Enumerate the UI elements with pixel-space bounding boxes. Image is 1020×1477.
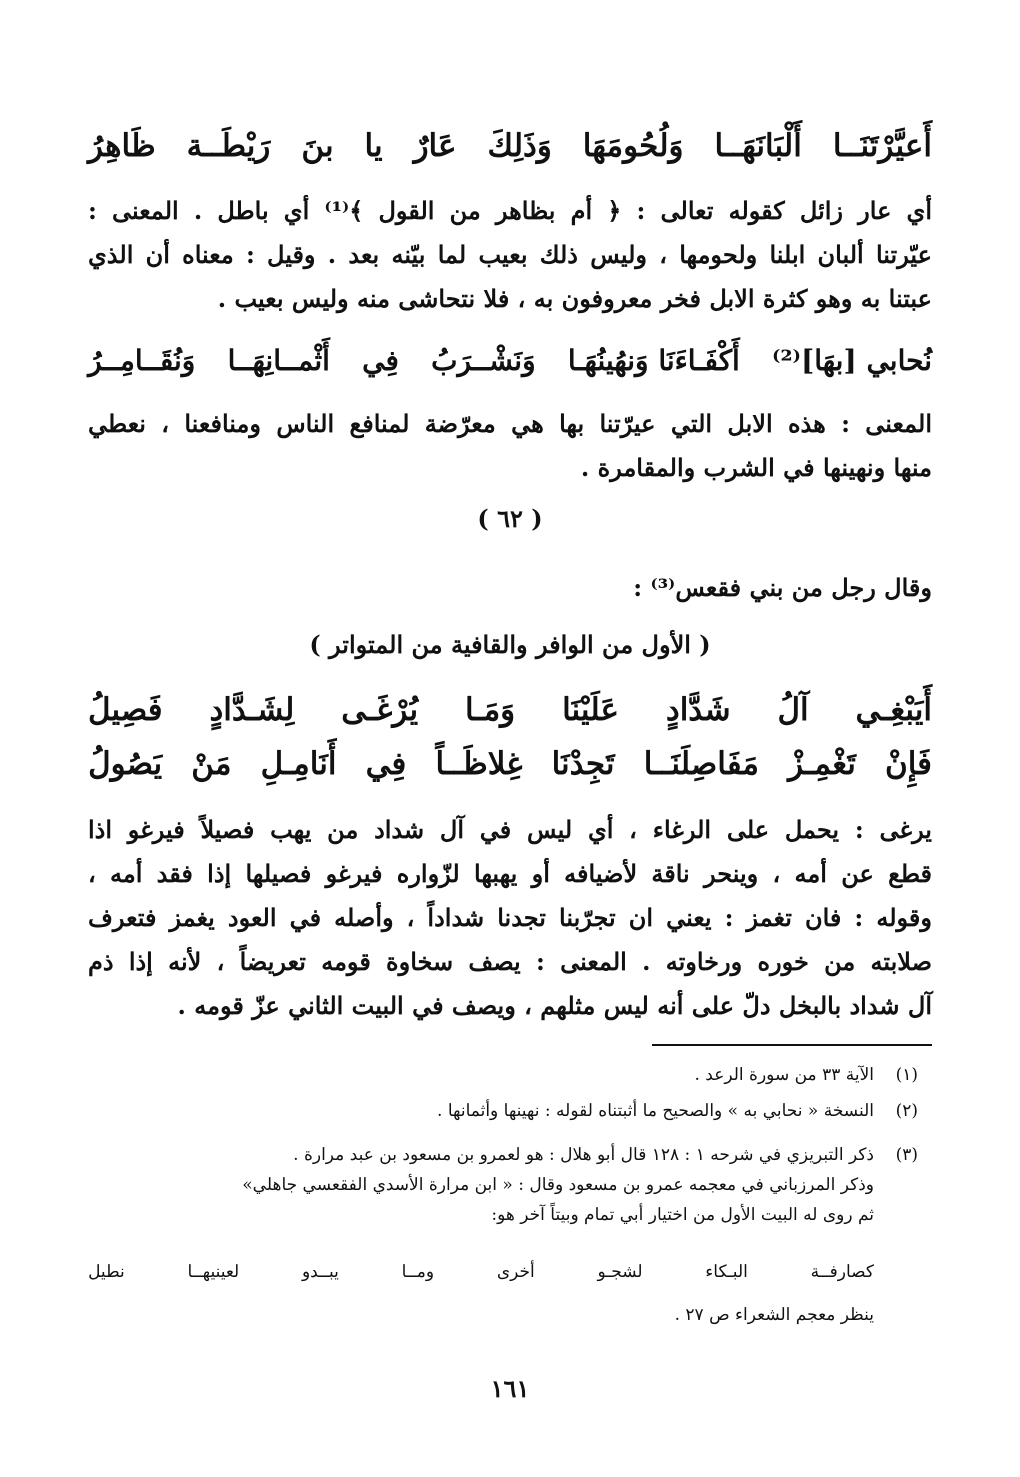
verse-word: عَارٌ	[413, 128, 457, 164]
verse-word: شَدَّادٍ	[665, 692, 731, 728]
verse-line-4	[88, 746, 932, 782]
verse-word: نُحابي [بهَا]⁽²⁾	[772, 344, 932, 377]
paragraph-line: المعنى : هذه الابل التي عيرّتنا بها هي معرّضة لمنافع الناس ومنافعنا ، نعطي	[88, 409, 932, 438]
poem-intro	[88, 566, 932, 610]
footnote-verse-word: البـكاء	[705, 1262, 748, 1282]
footnote-3	[88, 1140, 918, 1230]
verse-word: أَيَبْغِـي	[855, 692, 932, 728]
commentary-paragraph-3	[88, 808, 932, 1028]
verse-word: وَذَلِكَ	[487, 128, 552, 164]
footnote-verse-word: ومــا	[401, 1262, 435, 1282]
verse-word: لِشَـدَّادٍ	[209, 692, 295, 728]
paragraph-line: قطع عن أمه ، وينحر ناقة لأضيافه أو يهبها لزّواره فيرغو فصيلها إذا فقد أمه ،	[88, 859, 932, 888]
meter-heading: ( الأول من الوافر والقافية من المتواتر )	[309, 630, 711, 659]
paragraph-line: منها ونهينها في الشرب والمقامرة .	[580, 453, 932, 482]
verse-word: يَصُولُ	[88, 746, 163, 782]
footnote-verse-word: لشجـو	[597, 1262, 643, 1282]
footnote-2	[88, 1096, 918, 1126]
verse-word: وَنَشْــرَبُ	[431, 344, 536, 377]
verse-word: أَلْبَانَهَــا	[714, 128, 802, 164]
footnote-1	[88, 1060, 918, 1090]
verse-word: يا	[364, 128, 383, 164]
verse-word: تَغْمِـزْ	[788, 746, 856, 782]
footnote-text: النسخة « نحابي به » والصحيح ما أثبتناه لقوله : نهينها وأثمانها .	[437, 1101, 874, 1121]
intro-line: وقال رجل من بني فقعس⁽³⁾ :	[633, 573, 932, 602]
verse-word: وَنُقَــامِــرُ	[88, 344, 196, 377]
paragraph-line: عيّرتنا ألبان ابلنا ولحومها ، وليس ذلك بعيب لما بيّنه بعد . وقيل : معناه أن الذي	[88, 240, 932, 269]
footnote-verse-word: يبــدو	[301, 1262, 339, 1282]
verse-word: يُرْغَـى	[341, 692, 419, 728]
footnote-text: ينظر معجم الشعراء ص ٢٧ .	[674, 1305, 874, 1325]
paragraph-line: صلابته من خوره ورخاوته . المعنى : يصف سخاوة قومه تعريضاً ، لأنه إذا ذم	[88, 947, 932, 976]
verse-word: وَمَـا	[465, 692, 516, 728]
footnote-separator	[652, 1044, 932, 1046]
footnote-number: (٣)	[895, 1145, 918, 1165]
verse-word: ظَاهِرُ	[88, 128, 156, 164]
footnote-verse-word: نطيل	[88, 1262, 125, 1282]
footnote-reference	[88, 1300, 874, 1330]
verse-word: مَنْ	[191, 746, 232, 782]
paragraph-line: يرغى : يحمل على الرغاء ، أي ليس في آل شداد من يهب فصيلاً فيرغو اذا	[88, 815, 932, 844]
verse-word: أَنَامِـلِ	[260, 746, 337, 782]
verse-word: آلُ	[777, 692, 809, 728]
verse-word: أَثْمــانِهَــا	[227, 344, 330, 377]
verse-word: تَجِدْنَا	[551, 746, 615, 782]
verse-word: فِي	[362, 344, 399, 377]
commentary-paragraph-2	[88, 402, 932, 490]
footnote-verse	[88, 1262, 874, 1282]
paragraph-line: آل شداد بالبخل دلّ على أنه ليس مثلهم ، ويصف في البيت الثاني عزّ قومه .	[177, 991, 932, 1020]
verse-word: وَلُحُومَهَا	[582, 128, 684, 164]
verse-word: أَكْفَـاءَنَا وَنهُينُهَـا	[567, 344, 740, 377]
footnote-text: وذكر المرزباني في معجمه عمرو بن مسعود وقال : « ابن مرارة الأسدي الفقعسي جاهلي»	[242, 1175, 874, 1195]
commentary-paragraph-1	[88, 189, 932, 321]
paragraph-line: أي عار زائل كقوله تعالى : ﴿ أم بظاهر من القول ﴾⁽¹⁾ أي باطل . المعنى :	[88, 196, 932, 225]
footnote-verse-word: لعينيهــا	[187, 1262, 240, 1282]
verse-word: فِي	[365, 746, 407, 782]
verse-word: فَإِنْ	[884, 746, 932, 782]
poem-number: ( ٦٢ )	[477, 504, 543, 533]
footnote-verse-word: كصارفــة	[810, 1262, 874, 1282]
paragraph-line: وقوله : فان تغمز : يعني ان تجرّبنا تجدنا شداداً ، وأصله في العود يغمز فتعرف	[88, 903, 932, 932]
footnote-text: ثم روى له البيت الأول من اختيار أبي تمام وبيتاً آخر هو:	[491, 1205, 874, 1225]
footnote-verse-word: أخرى	[496, 1262, 535, 1282]
verse-line-1	[88, 128, 932, 164]
verse-word: أَعيَّرْتَنَــا	[832, 128, 932, 164]
verse-word: فَصِيلُ	[88, 692, 163, 728]
footnote-text: الآية ٣٣ من سورة الرعد .	[694, 1065, 874, 1085]
verse-word: مَفَاصِلَنَــا	[643, 746, 759, 782]
page-number: ١٦١	[490, 1374, 530, 1403]
verse-word: عَلَيْنَا	[562, 692, 619, 728]
verse-word: بنَ	[301, 128, 334, 164]
verse-line-3	[88, 692, 932, 728]
verse-word: رَيْطَــة	[186, 128, 271, 164]
footnote-number: (٢)	[895, 1101, 918, 1121]
footnote-number: (١)	[895, 1065, 918, 1085]
footnote-text: ذكر التبريزي في شرحه ١ : ١٢٨ قال أبو هلال : هو لعمرو بن مسعود بن عبد مرارة .	[293, 1145, 874, 1165]
paragraph-line: عبتنا به وهو كثرة الابل فخر معروفون به ، فلا نتحاشى منه وليس بعيب .	[217, 284, 932, 313]
verse-word: غِلاظَــاً	[435, 746, 523, 782]
verse-line-2	[88, 344, 932, 377]
